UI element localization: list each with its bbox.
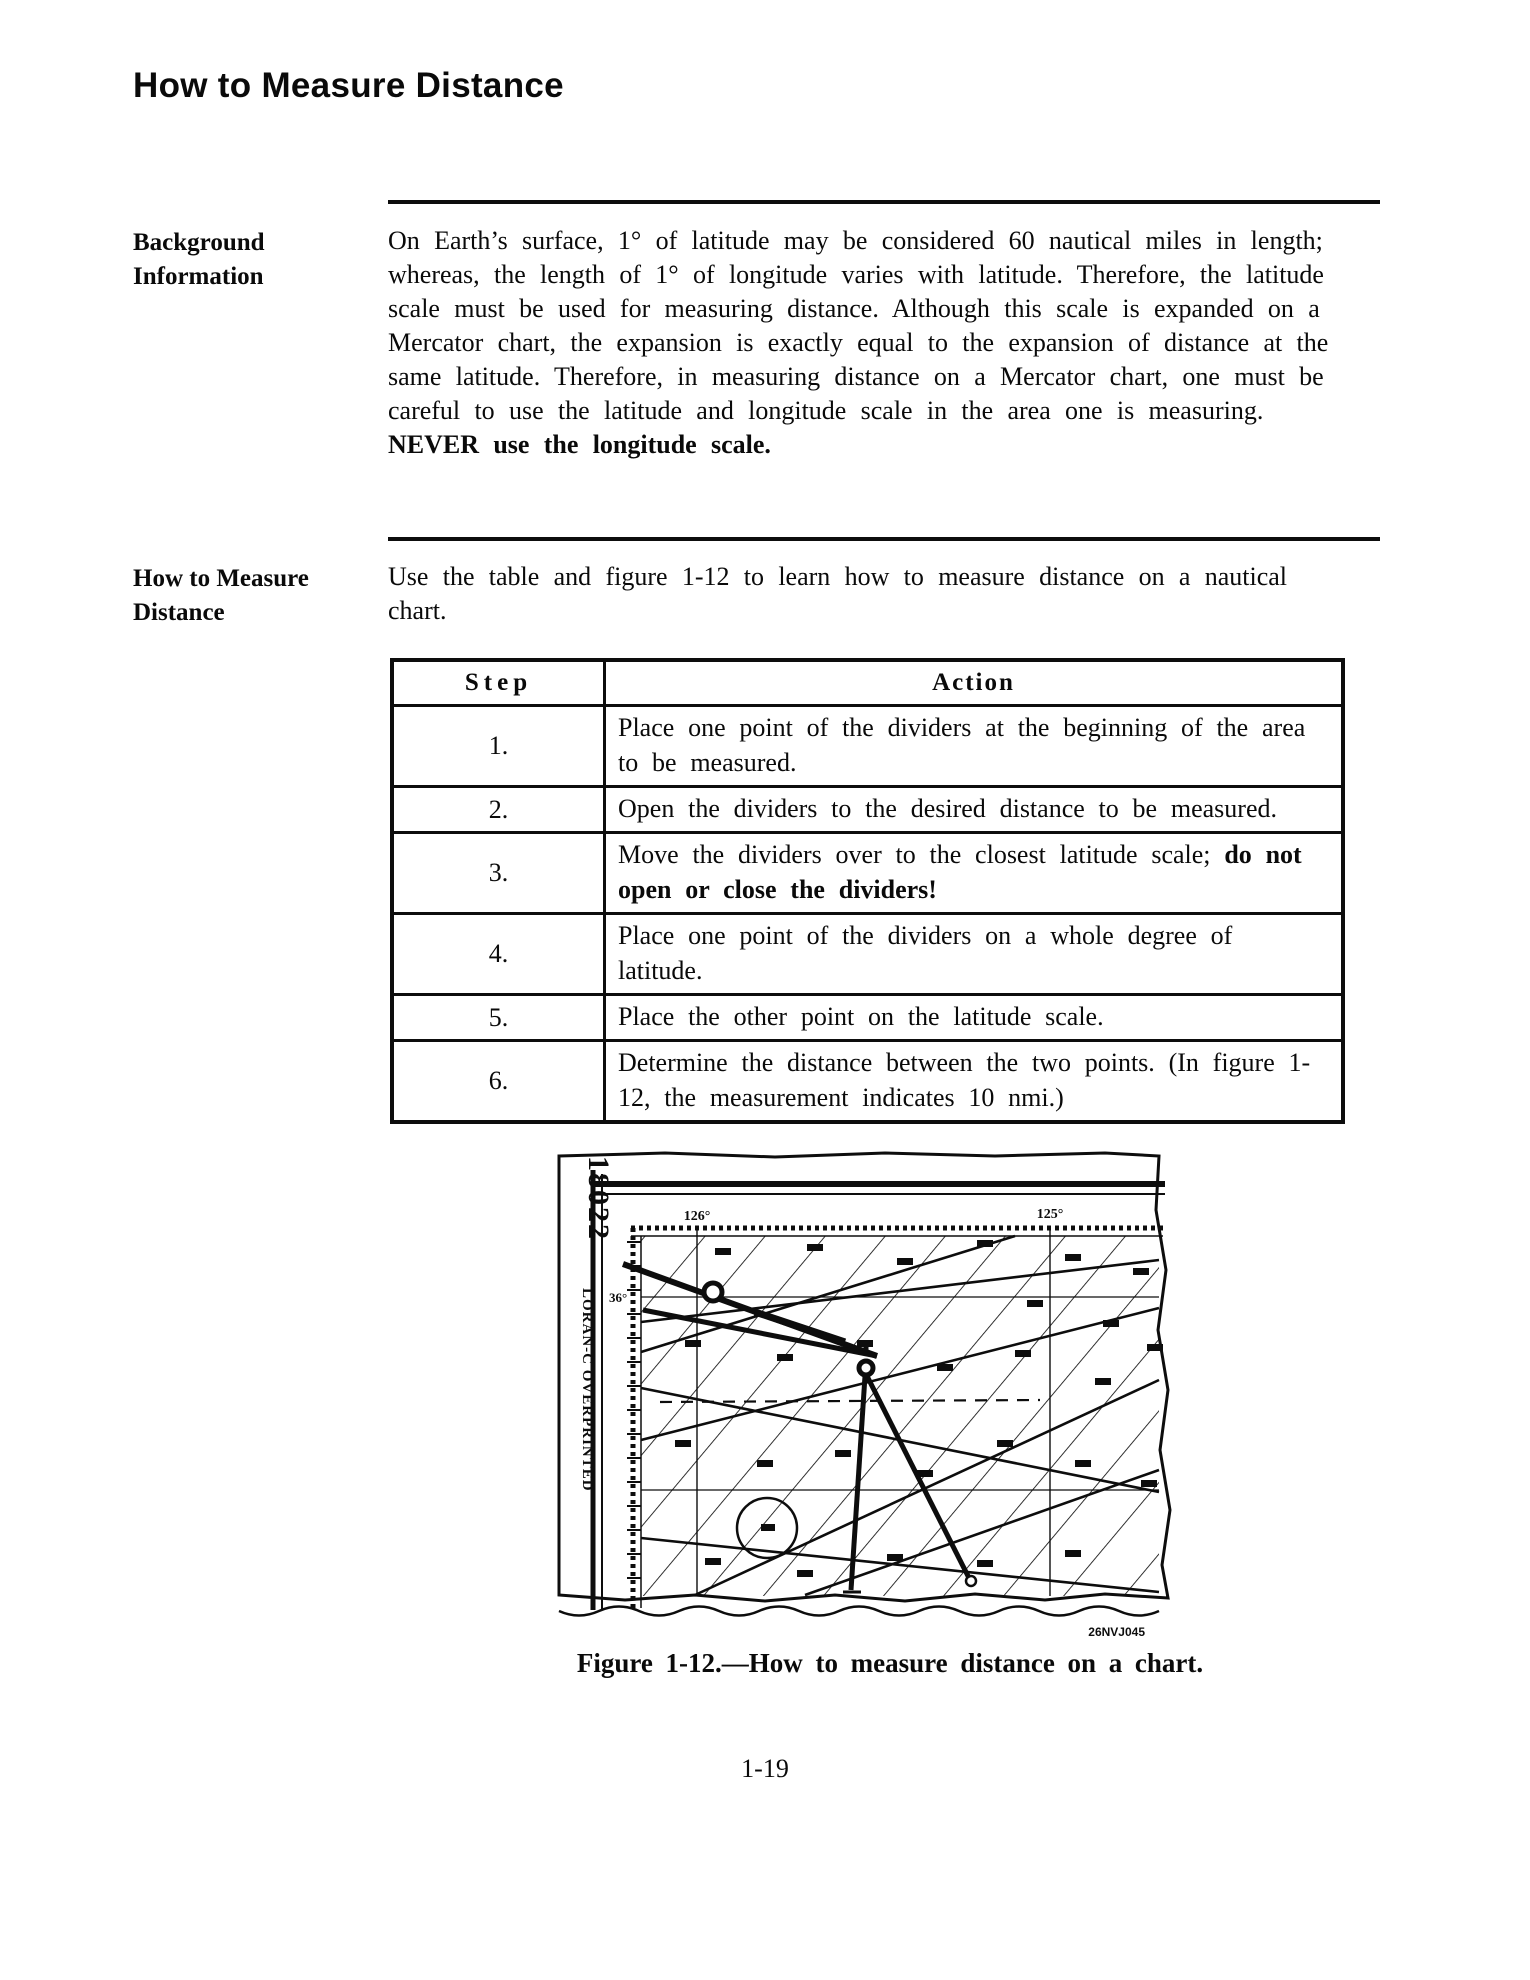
table-header-row: [392, 660, 1343, 706]
step-number-cell: 5.: [392, 995, 605, 1041]
step-number-cell: 2.: [392, 787, 605, 833]
action-cell: [605, 787, 1344, 833]
background-info-heading: Background Information: [133, 229, 265, 290]
table-row: [392, 1041, 1343, 1123]
table-row: [392, 914, 1343, 995]
background-info-warning: NEVER use the longitude scale.: [388, 430, 771, 459]
latitude-label-36: 36°: [609, 1290, 628, 1305]
action-cell: [605, 914, 1344, 995]
action-bold-text: do not open or close the dividers!: [618, 840, 1302, 904]
chart-number-label: 18022: [582, 1156, 615, 1241]
torn-bottom-squiggle: [559, 1607, 1159, 1616]
action-cell: [605, 833, 1344, 914]
action-text: Place one point of the dividers on a whole degree of latitude.: [618, 921, 1233, 985]
longitude-label-125: 125°: [1036, 1207, 1064, 1222]
action-text: Open the dividers to the desired distance to be measured.: [618, 794, 1278, 823]
action-column-header: Action: [605, 660, 1344, 706]
section-divider-rule: [388, 537, 1380, 541]
how-to-measure-heading: How to Measure Distance: [133, 565, 309, 626]
action-cell: [605, 995, 1344, 1041]
action-text: Place one point of the dividers at the beginning of the area to be measured.: [618, 713, 1306, 777]
chart-figure: [545, 1140, 1190, 1640]
figure-credit: 26NVJ045: [1088, 1625, 1145, 1639]
page-title: How to Measure Distance: [133, 66, 564, 105]
longitude-label-126: 126°: [683, 1209, 711, 1224]
step-number-cell: 4.: [392, 914, 605, 995]
table-row: [392, 833, 1343, 914]
action-cell: [605, 706, 1344, 787]
background-info-text: [388, 224, 1346, 462]
action-cell: [605, 1041, 1344, 1123]
step-number-cell: 3.: [392, 833, 605, 914]
how-to-measure-text: Use the table and figure 1-12 to learn how to measure distance on a nautical chart.: [388, 562, 1288, 625]
steps-table: [390, 658, 1345, 1124]
action-text: Determine the distance between the two points. (In figure 1-12, the measurement indicates 10 nmi.): [618, 1048, 1311, 1112]
figure-caption: Figure 1-12.—How to measure distance on a chart.: [576, 1648, 1204, 1678]
nautical-chart-illustration: [545, 1140, 1190, 1640]
action-text: Place the other point on the latitude scale.: [618, 1002, 1104, 1031]
loran-overprint-label: LORAN-C OVERPRINTED: [579, 1288, 595, 1492]
table-row: [392, 995, 1343, 1041]
table-row: [392, 787, 1343, 833]
step-number-cell: 1.: [392, 706, 605, 787]
step-column-header: Step: [392, 660, 605, 706]
step-number-cell: 6.: [392, 1041, 605, 1123]
page-number: 1-19: [741, 1754, 789, 1783]
section-divider-rule: [388, 200, 1380, 204]
background-info-body: On Earth’s surface, 1° of latitude may be considered 60 nautical miles in length; whereas, the length of 1° of longitude varies with latitude. Therefore, the latitude scale must be used for measuring distance. Although this scale is expanded on a Mercator chart, the expansion is exactly equal to the expansion of distance at the same latitude. Therefore, in measuring distance on a Mercator chart, one must be careful to use the latitude and longitude scale in the area one is measuring.: [388, 226, 1329, 425]
table-row: [392, 706, 1343, 787]
action-text: Move the dividers over to the closest latitude scale;: [618, 840, 1225, 869]
